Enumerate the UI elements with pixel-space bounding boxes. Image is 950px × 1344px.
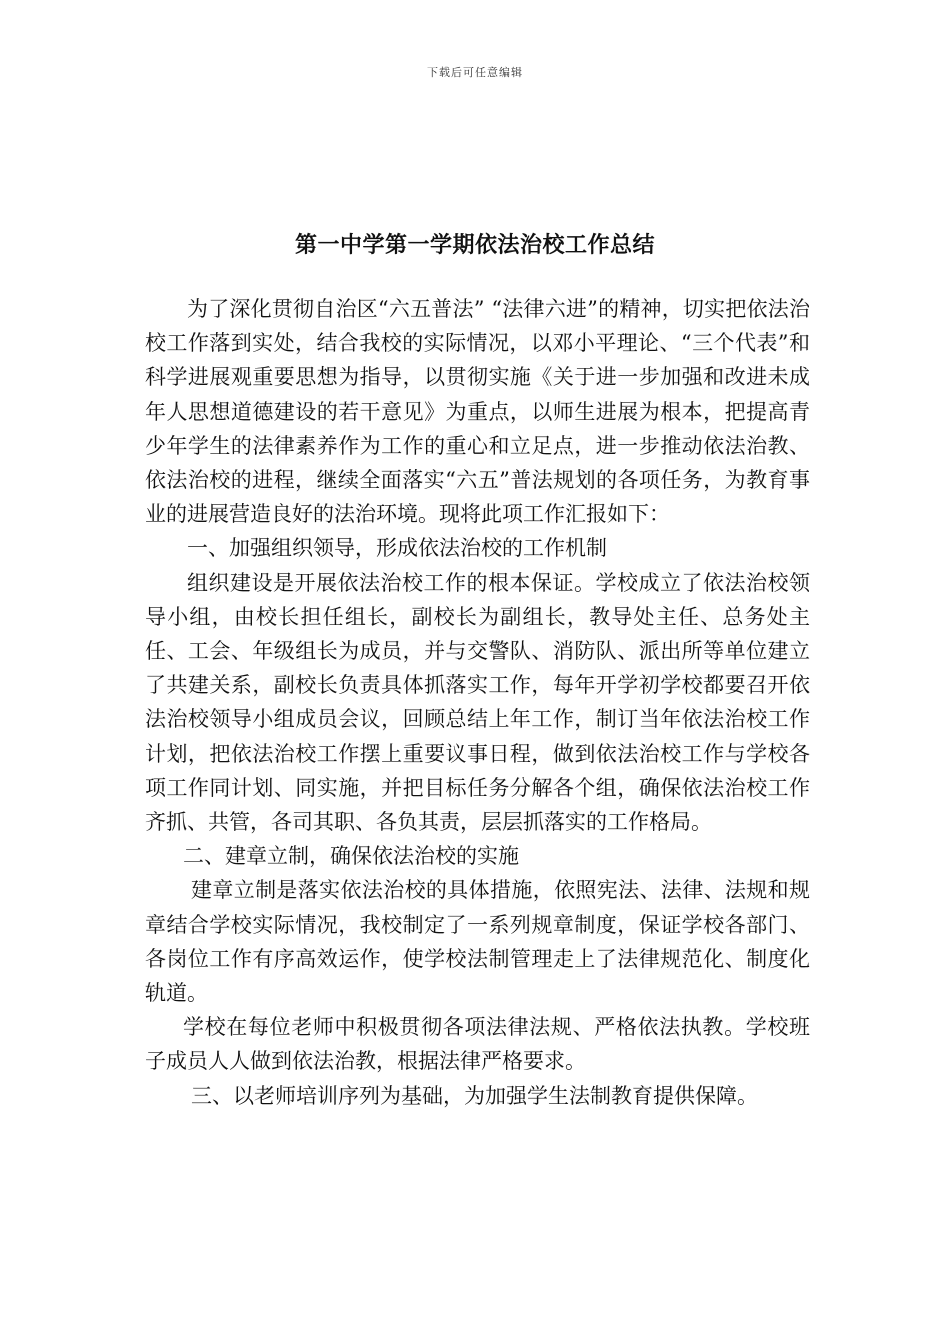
section-heading-2: 二、建章立制，确保依法治校的实施	[183, 844, 519, 869]
page-header-note: 下载后可任意编辑	[427, 66, 523, 79]
section-1-paragraph: 组织建设是开展依法治校工作的根本保证。学校成立了依法治校领导小组，由校长担任组长，副校长为副组长，教导处主任、总务处主任、工会、年级组长为成员，并与交警队、消防队、派出所等单位建立了共建关系，副校长负责具体抓落实工作，每年开学初学校都要召开依法治校领导小组成员会议，回顾总结上年工作，制订当年依法治校工作计划，把依法治校工作摆上重要议事日程，做到依法治校工作与学校各项工作同计划、同实施，并把目标任务分解各个组，确保依法治校工作齐抓、共管，各司其职、各负其责，层层抓落实的工作格局。	[145, 570, 810, 835]
document-body	[145, 292, 810, 1113]
section-heading-3: 三、以老师培训序列为基础，为加强学生法制教育提供保障。	[191, 1083, 758, 1108]
section-heading-1: 一、加强组织领导，形成依法治校的工作机制	[187, 536, 607, 561]
intro-paragraph: 为了深化贯彻自治区“六五普法” “法律六进”的精神，切实把依法治校工作落到实处，结合我校的实际情况，以邓小平理论、“三个代表”和科学进展观重要思想为指导，以贯彻实施《关于进一步加强和改进未成年人思想道德建设的若干意见》为重点，以师生进展为根本，把提高青少年学生的法律素养作为工作的重心和立足点，进一步推动依法治教、依法治校的进程，继续全面落实“六五”普法规划的各项任务，为教育事业的进展营造良好的法治环境。现将此项工作汇报如下：	[145, 297, 810, 527]
section-2-paragraph-b: 学校在每位老师中积极贯彻各项法律法规、严格依法执教。学校班子成员人人做到依法治教，根据法律严格要求。	[145, 1015, 810, 1074]
document-title: 第一中学第一学期依法治校工作总结	[294, 232, 655, 258]
section-2-paragraph: 建章立制是落实依法治校的具体措施，依照宪法、法律、法规和规章结合学校实际情况，我校制定了一系列规章制度，保证学校各部门、各岗位工作有序高效运作，使学校法制管理走上了法律规范化、制度化轨道。	[145, 878, 810, 1006]
